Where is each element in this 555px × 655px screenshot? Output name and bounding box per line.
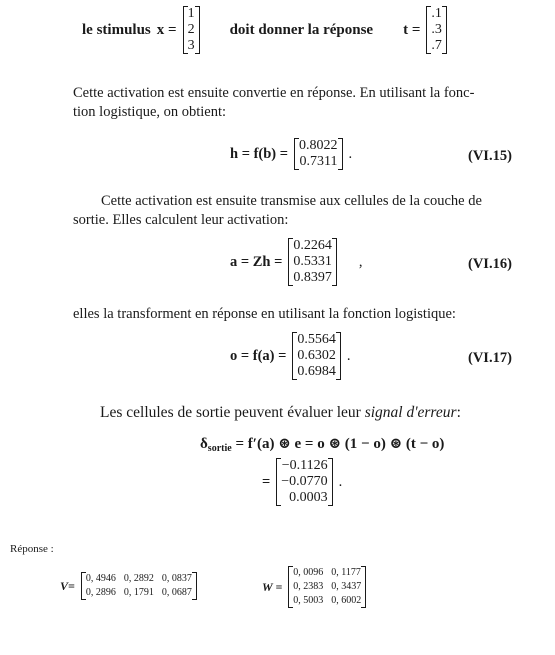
- delta-value: −0.0770: [281, 474, 328, 489]
- a-vector: [288, 238, 337, 286]
- t-value: .3: [431, 22, 442, 37]
- x-value: 2: [187, 22, 195, 37]
- x-value: 1: [187, 6, 195, 21]
- v-cell: 0, 1791: [123, 587, 154, 598]
- eq16-suffix: ,: [358, 253, 363, 270]
- response-label: doit donner la réponse: [229, 21, 374, 38]
- paragraph-1: [73, 84, 535, 122]
- o-value: 0.6302: [297, 348, 336, 363]
- w-cell: 0, 1177: [331, 567, 361, 578]
- delta-suffix: .: [338, 473, 343, 490]
- w-cell: 0, 6002: [331, 595, 362, 606]
- t-value: .1: [431, 6, 442, 21]
- eq16-lhs: a = Zh =: [230, 253, 283, 270]
- t-equals: t =: [403, 21, 421, 38]
- h-value: 0.8022: [299, 138, 338, 153]
- a-value: 0.2264: [293, 238, 332, 253]
- equation-number-vi17: (VI.17): [468, 350, 512, 366]
- o-value: 0.6984: [297, 364, 336, 379]
- eq17-lhs: o = f(a) =: [230, 347, 287, 364]
- stimulus-label: le stimulus: [82, 21, 151, 38]
- a-value: 0.5331: [293, 254, 332, 269]
- answer-label: Réponse :: [10, 543, 54, 555]
- matrix-row: [292, 566, 362, 580]
- delta-rhs: = f′(a) ⊛ e = o ⊛ (1 − o) ⊛ (t − o): [235, 436, 445, 452]
- matrix-row: [85, 572, 193, 586]
- x-value: 3: [187, 38, 195, 53]
- paragraph-2: [73, 192, 535, 230]
- delta-equation-line-2: [262, 458, 342, 506]
- v-cell: 0, 0687: [161, 587, 192, 598]
- v-matrix: [81, 572, 197, 600]
- o-vector: [292, 332, 341, 380]
- paragraph-line: tion logistique, on obtient:: [73, 104, 227, 120]
- x-vector: [183, 6, 200, 54]
- x-equals: x =: [156, 21, 177, 38]
- delta-subscript: sortie: [207, 443, 232, 454]
- w-cell: 0, 3437: [331, 581, 362, 592]
- eq15-lhs: h = f(b) =: [230, 145, 289, 162]
- w-matrix: [288, 566, 366, 608]
- v-matrix-block: [60, 572, 197, 600]
- eq17-suffix: .: [346, 347, 351, 364]
- a-value: 0.8397: [293, 270, 332, 285]
- equation-number-vi15: (VI.15): [468, 148, 512, 164]
- paragraph-suffix: :: [456, 404, 461, 421]
- v-cell: 0, 2896: [85, 587, 116, 598]
- paragraph-text: Les cellules de sortie peuvent évaluer leur: [100, 404, 361, 421]
- h-value: 0.7311: [299, 154, 338, 169]
- equation-number-vi16: (VI.16): [468, 256, 512, 272]
- v-cell: 0, 4946: [85, 573, 116, 584]
- v-cell: 0, 0837: [161, 573, 192, 584]
- paragraph-line: elles la transforment en réponse en utilisant la fonction logistique:: [73, 306, 456, 322]
- paragraph-line: Cette activation est ensuite convertie en réponse. En utilisant la fonc-: [73, 85, 475, 101]
- w-cell: 0, 2383: [293, 581, 324, 592]
- equation-vi15: [230, 138, 352, 170]
- v-label: V=: [60, 578, 75, 593]
- w-matrix-block: [262, 566, 366, 608]
- matrix-row: [85, 586, 193, 600]
- delta-vector: [276, 458, 332, 506]
- w-cell: 0, 5003: [293, 595, 324, 606]
- equation-vi16: [230, 238, 363, 286]
- paragraph-line: Cette activation est ensuite transmise aux cellules de la couche de: [101, 193, 482, 209]
- v-cell: 0, 2892: [123, 573, 154, 584]
- paragraph-line: sortie. Elles calculent leur activation:: [73, 212, 289, 228]
- eq15-suffix: .: [348, 145, 353, 162]
- t-vector: [426, 6, 447, 54]
- h-vector: [294, 138, 343, 170]
- equation-vi17: [230, 332, 351, 380]
- w-label: W =: [262, 579, 283, 594]
- delta-symbol: δ: [200, 436, 208, 452]
- delta-equals: =: [262, 473, 271, 490]
- t-value: .7: [431, 38, 442, 53]
- matrix-row: [292, 594, 362, 608]
- o-value: 0.5564: [297, 332, 336, 347]
- w-cell: 0, 0096: [293, 567, 324, 578]
- paragraph-italic: signal d'erreur: [364, 404, 457, 421]
- paragraph-3: [73, 305, 535, 324]
- delta-value: −0.1126: [281, 458, 328, 473]
- matrix-row: [292, 580, 362, 594]
- stimulus-line: [82, 6, 447, 54]
- delta-equation-line-1: [200, 434, 444, 454]
- paragraph-4: [100, 404, 461, 422]
- delta-value: 0.0003: [289, 490, 328, 505]
